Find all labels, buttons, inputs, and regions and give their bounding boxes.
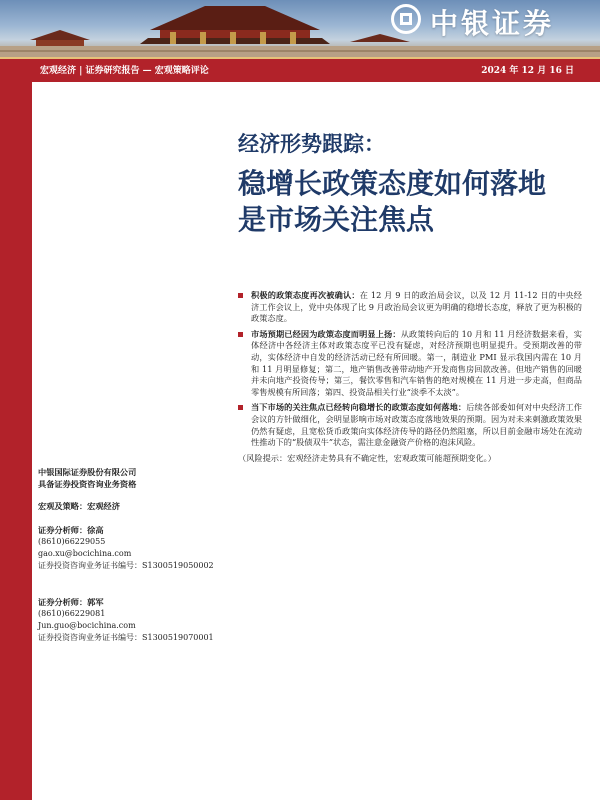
analyst-title: 证券分析师：郭军 — [38, 597, 104, 607]
analyst-email[interactable]: Jun.guo@bocichina.com — [38, 621, 136, 630]
bullet-square-icon — [238, 332, 243, 337]
report-date: 2024 年 12 月 16 日 — [481, 66, 574, 76]
firm-name: 中银国际证券股份有限公司 — [38, 467, 137, 477]
analyst-license: 证券投资咨询业务证书编号：S1300519070001 — [38, 633, 214, 642]
bullet-text: 在 12 月 9 日的政治局会议，以及 12 月 11-12 日的中央经济工作会议上，党中央体现了比 9 月政治局会议更为明确的稳增长态度，释放了更为积极的政策态度。 — [251, 290, 582, 324]
report-subtitle: 经济形势跟踪： — [238, 131, 385, 156]
analyst-email[interactable]: gao.xu@bocichina.com — [38, 549, 132, 558]
report-title-line-1: 稳增长政策态度如何落地 — [238, 167, 547, 200]
bullet-lead: 当下市场的关注焦点已经转向稳增长的政策态度如何落地： — [251, 402, 467, 413]
report-title — [238, 166, 583, 238]
header-red-bar — [0, 57, 600, 82]
analyst-phone: (8610)66229081 — [38, 609, 106, 618]
header-banner — [0, 0, 600, 57]
analyst-license: 证券投资咨询业务证书编号：S1300519050002 — [38, 561, 214, 570]
summary-bullet — [238, 290, 582, 325]
bullet-square-icon — [238, 293, 243, 298]
breadcrumb: 宏观经济 | 证券研究报告 — 宏观策略评论 — [40, 66, 209, 76]
analyst-block — [38, 524, 228, 572]
bullet-square-icon — [238, 405, 243, 410]
bullet-lead: 积极的政策态度再次被确认： — [251, 290, 360, 300]
analyst-title: 证券分析师：徐高 — [38, 525, 104, 535]
analyst-phone: (8610)66229055 — [38, 537, 106, 546]
summary-bullet — [238, 402, 582, 448]
summary-bullet — [238, 329, 582, 399]
bullet-text: 后续各部委如何对中央经济工作会议的方针做细化，会明显影响市场对政策态度落地效果的预期。因为对未来刺激政策效果仍然有疑虑，且宽松货币政策向实体经济传导的路径仍然阻塞，所以目前金融市场处在流动性推动下的“股债双牛”状态，需注意金融资产价格的泡沫风险。 — [251, 402, 582, 448]
bank-of-china-logo-icon — [391, 4, 421, 34]
firm-qualification: 具备证券投资咨询业务资格 — [38, 479, 137, 489]
summary-section — [238, 290, 582, 464]
left-red-strip — [0, 82, 32, 800]
strategy-label: 宏观及策略：宏观经济 — [38, 501, 120, 511]
report-title-line-2: 是市场关注焦点 — [238, 203, 435, 236]
sidebar-info — [38, 466, 228, 644]
bullet-text: 从政策转向后的 10 月和 11 月经济数据来看，实体经济中各经济主体对政策态度平已没有疑虑，对经济预期也明显提升。受预期改善的带动，实体经济中自发的经济活动已经有所回暖。第一，制造业 PMI 显示我国内需在 10 月和 11 月明显修复；第二，地产销售改善带动地产开发商售房回款改善。但地产销售的回暖并未向地产投资传导；第三，餐饮零售和汽车销售的绝对规模在 11 月进一步走高，但商品零售规模有所回落；第四、投资品相关行业“淡季不太淡”。 — [251, 328, 582, 397]
risk-note: （风险提示：宏观经济走势具有不确定性，宏观政策可能超预期变化。） — [238, 452, 496, 463]
analyst-block — [38, 596, 228, 644]
bullet-lead: 市场预期已经因为政策态度而明显上扬： — [251, 328, 401, 339]
brand-name: 中银证券 — [430, 7, 555, 40]
